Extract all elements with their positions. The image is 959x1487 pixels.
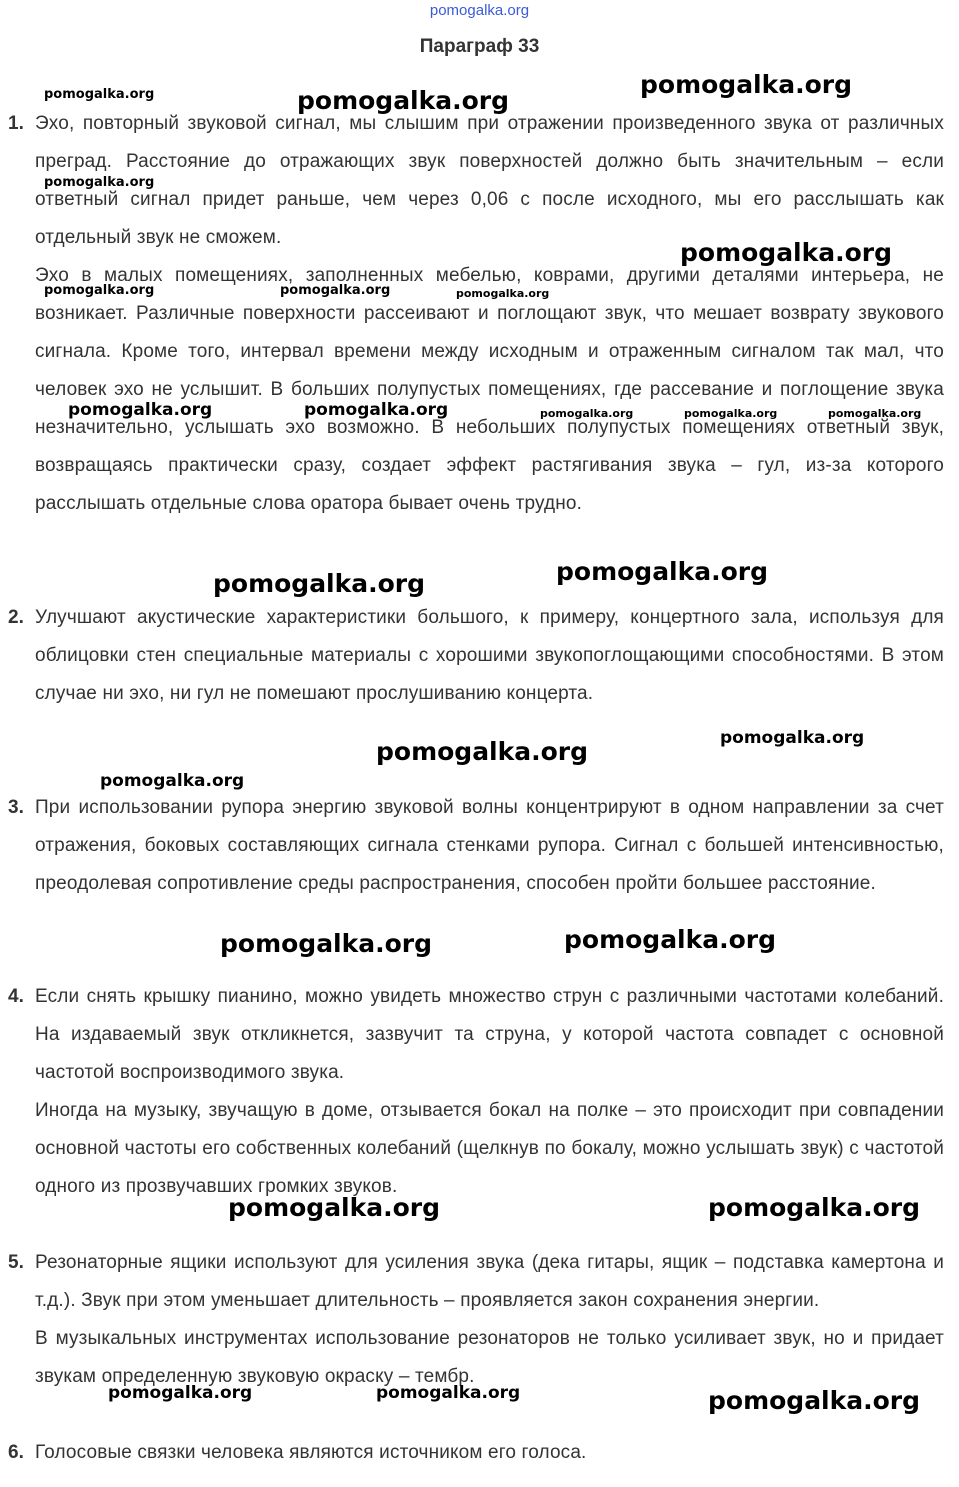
answer-paragraph: Голосовые связки человека являются источником его голоса. xyxy=(35,1442,587,1463)
answer-paragraph: Если снять крышку пианино, можно увидеть множество струн с различными частотами колебаний. На издаваемый звук откликнется, зазвучит та струна, у которой частота совпадет с основной частотой воспроизводимого звука. xyxy=(35,986,944,1083)
watermark: pomogalka.org xyxy=(44,87,155,102)
item-number: 6. xyxy=(8,1442,24,1463)
watermark: pomogalka.org xyxy=(828,407,922,420)
watermark: pomogalka.org xyxy=(376,1383,521,1403)
answer-paragraph: Эхо, повторный звуковой сигнал, мы слышим при отражении произведенного звука от различных преград. Расстояние до отражающих звук поверхностей должно быть значительным – если ответный сигнал придет раньше, чем через 0,06 с после исходного, мы его расслышать как отдельный звук не сможем. xyxy=(35,113,944,248)
answer-item-6 xyxy=(8,1434,944,1472)
item-number: 5. xyxy=(8,1252,24,1273)
answer-paragraph: Иногда на музыку, звучащую в доме, отзывается бокал на полке – это происходит при совпадении основной частоты его собственных колебаний (щелкнув по бокалу, можно услышать звук) с частотой одного из прозвучавших громких звуков. xyxy=(35,1100,944,1197)
watermark: pomogalka.org xyxy=(228,1193,441,1222)
watermark: pomogalka.org xyxy=(100,771,245,791)
watermark: pomogalka.org xyxy=(44,283,155,298)
watermark: pomogalka.org xyxy=(720,728,865,748)
watermark: pomogalka.org xyxy=(556,557,769,586)
watermark: pomogalka.org xyxy=(684,407,778,420)
answer-paragraph: При использовании рупора энергию звуковой волны концентрируют в одном направлении за счет отражения, боковых составляющих сигнала стенками рупора. Сигнал с большей интенсивностью, преодолевая сопротивление среды распространения, способен пройти большее расстояние. xyxy=(35,797,944,894)
answer-paragraph: Улучшают акустические характеристики большого, к примеру, концертного зала, используя для облицовки стен специальные материалы с хорошими звукопоглощающими способностями. В этом случае ни эхо, ни гул не помешают прослушиванию концерта. xyxy=(35,607,944,704)
watermark: pomogalka.org xyxy=(280,283,391,298)
watermark: pomogalka.org xyxy=(304,400,449,420)
watermark: pomogalka.org xyxy=(456,287,550,300)
answer-item-1 xyxy=(8,105,944,523)
watermark: pomogalka.org xyxy=(68,400,213,420)
site-link[interactable]: pomogalka.org xyxy=(429,2,530,19)
watermark: pomogalka.org xyxy=(108,1383,253,1403)
page-title: Параграф 33 xyxy=(419,36,540,57)
item-number: 4. xyxy=(8,986,24,1007)
answer-paragraph: Резонаторные ящики используют для усиления звука (дека гитары, ящик – подставка камертона и т.д.). Звук при этом уменьшает длительность – проявляется закон сохранения энергии. xyxy=(35,1252,944,1311)
item-number: 3. xyxy=(8,797,24,818)
watermark: pomogalka.org xyxy=(540,407,634,420)
watermark: pomogalka.org xyxy=(564,925,777,954)
answer-paragraph: В музыкальных инструментах использование резонаторов не только усиливает звук, но и придает звукам определенную звуковую окраску – тембр. xyxy=(35,1328,944,1387)
watermark: pomogalka.org xyxy=(708,1193,921,1222)
watermark: pomogalka.org xyxy=(708,1386,921,1415)
watermark: pomogalka.org xyxy=(213,569,426,598)
answer-item-3 xyxy=(8,789,944,903)
watermark: pomogalka.org xyxy=(220,929,433,958)
watermark: pomogalka.org xyxy=(44,175,155,190)
watermark: pomogalka.org xyxy=(640,70,853,99)
answer-item-4 xyxy=(8,978,944,1206)
answer-item-5 xyxy=(8,1244,944,1396)
item-number: 1. xyxy=(8,113,24,134)
watermark: pomogalka.org xyxy=(376,737,589,766)
answer-item-2 xyxy=(8,599,944,713)
watermark: pomogalka.org xyxy=(297,86,510,115)
answer-paragraph: Эхо в малых помещениях, заполненных мебелью, коврами, другими деталями интерьера, не возникает. Различные поверхности рассеивают и поглощают звук, что мешает возврату звукового сигнала. Кроме того, интервал времени между исходным и отраженным сигналом так мал, что человек эхо не услышит. В больших полупустых помещениях, где рассевание и поглощение звука незначительно, услышать эхо возможно. В небольших полупустых помещениях ответный звук, возвращаясь практически сразу, создает эффект растягивания звука – гул, из-за которого расслышать отдельные слова оратора бывает очень трудно. xyxy=(35,265,944,514)
item-number: 2. xyxy=(8,607,24,628)
watermark: pomogalka.org xyxy=(680,238,893,267)
